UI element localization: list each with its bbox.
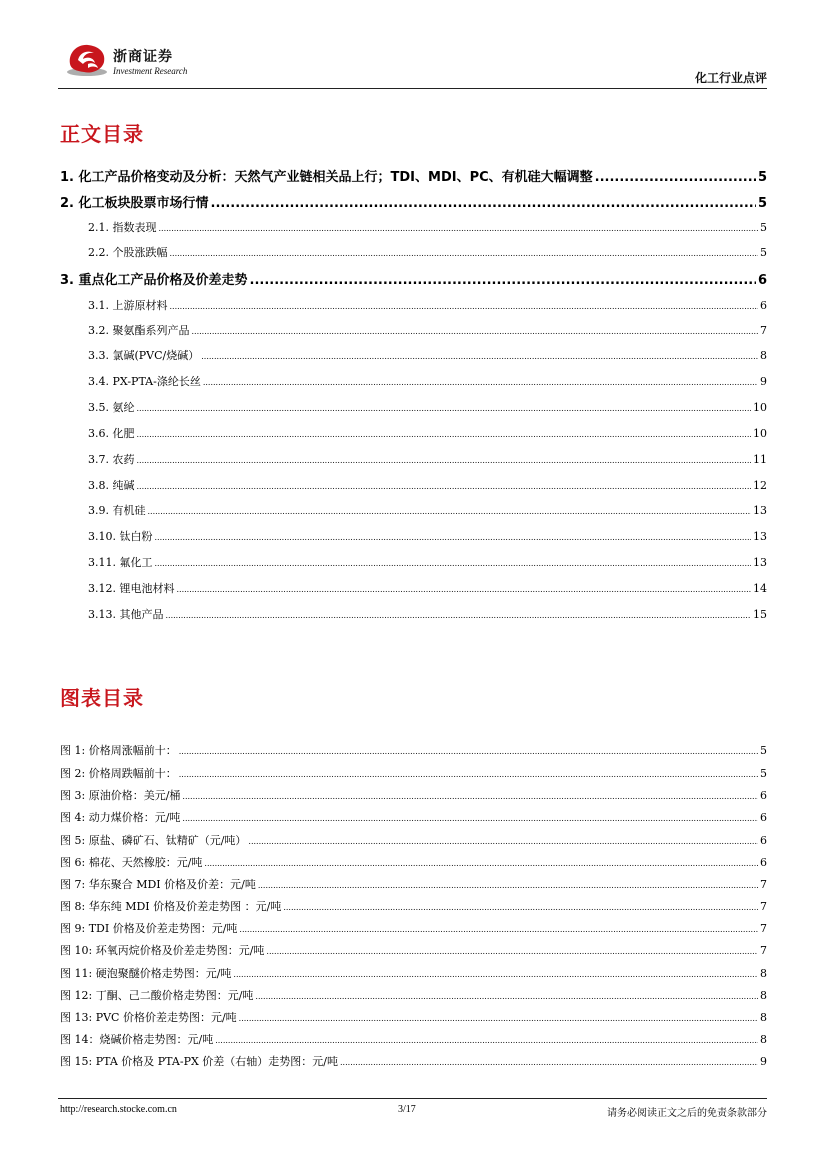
toc-entry-page: 10 — [753, 401, 767, 414]
toc-entry-page: 8 — [760, 349, 767, 362]
toc-title: 正文目录 — [60, 122, 144, 146]
toc-entry-page: 7 — [760, 324, 767, 337]
figure-entry-page: 5 — [760, 744, 767, 757]
figure-entry-label: 图 8: 华东纯 MDI 价格及价差走势图 ：元/吨 — [60, 900, 282, 913]
toc-entry-label: 3.7. 农药 — [88, 453, 135, 466]
toc-entry[interactable] — [88, 347, 767, 363]
toc-entry-label: 3.2. 聚氨酯系列产品 — [88, 324, 190, 337]
figure-entry-label: 图 7: 华东聚合 MDI 价格及价差：元/吨 — [60, 878, 256, 891]
toc-entry-label: 3.5. 氨纶 — [88, 401, 135, 414]
company-logo — [64, 42, 110, 78]
figure-entry-label: 图 5: 原盐、磷矿石、钛精矿（元/吨） — [60, 834, 247, 847]
toc-entry-page: 14 — [753, 582, 767, 595]
toc-entry-label: 3.3. 氯碱(PVC/烧碱） — [88, 349, 200, 362]
figure-entry[interactable] — [60, 742, 767, 758]
toc-entry-label: 2.1. 指数表现 — [88, 221, 157, 234]
figure-entry[interactable] — [60, 832, 767, 848]
figure-entry-page: 8 — [760, 989, 767, 1002]
toc-entry-label: 3.13. 其他产品 — [88, 608, 164, 621]
figure-entry-page: 7 — [760, 922, 767, 935]
figure-entry[interactable] — [60, 1009, 767, 1025]
toc-entry-label: 3.10. 钛白粉 — [88, 530, 153, 543]
figure-entry[interactable] — [60, 987, 767, 1003]
figure-entry-page: 5 — [760, 767, 767, 780]
figure-entry-label: 图 2: 价格周跌幅前十： — [60, 767, 177, 780]
figure-entry-label: 图 11: 硬泡聚醚价格走势图：元/吨 — [60, 967, 232, 980]
header-divider — [58, 88, 767, 89]
company-name-en: Investment Research — [113, 66, 188, 76]
logo-mark-icon — [64, 42, 110, 78]
toc-entry[interactable] — [88, 219, 767, 235]
toc-entry-page: 13 — [753, 530, 767, 543]
figure-entry-label: 图 12: 丁酮、己二酸价格走势图：元/吨 — [60, 989, 254, 1002]
figure-entry-label: 图 13: PVC 价格价差走势图：元/吨 — [60, 1011, 237, 1024]
figure-entry-page: 6 — [760, 834, 767, 847]
figure-entry[interactable] — [60, 876, 767, 892]
toc-entry-label: 3.8. 纯碱 — [88, 479, 135, 492]
toc-entry-label: 3.1. 上游原材料 — [88, 299, 168, 312]
toc-entry[interactable] — [88, 425, 767, 441]
figure-entry-label: 图 3: 原油价格：美元/桶 — [60, 789, 181, 802]
toc-entry-page: 12 — [753, 479, 767, 492]
toc-entry[interactable] — [88, 399, 767, 415]
toc-entry[interactable] — [88, 580, 767, 596]
figure-entry[interactable] — [60, 965, 767, 981]
figure-entry[interactable] — [60, 920, 767, 936]
toc-entry-page: 5 — [757, 196, 767, 211]
toc-entry-label: 3.11. 氟化工 — [88, 556, 153, 569]
figure-entry[interactable] — [60, 898, 767, 914]
page-number: 3/17 — [398, 1104, 416, 1115]
footer-url[interactable]: http://research.stocke.com.cn — [60, 1104, 177, 1115]
toc-entry-label: 2. 化工板块股票市场行情 — [60, 196, 209, 211]
figure-entry-page: 8 — [760, 1033, 767, 1046]
toc-entry-page: 5 — [757, 170, 767, 185]
toc-entry[interactable] — [88, 451, 767, 467]
toc-entry-label: 3.12. 锂电池材料 — [88, 582, 175, 595]
toc-entry-page: 11 — [753, 453, 767, 466]
figure-entry-page: 8 — [760, 1011, 767, 1024]
figure-entry-page: 6 — [760, 811, 767, 824]
toc-entry[interactable] — [88, 554, 767, 570]
figure-entry[interactable] — [60, 942, 767, 958]
toc-entry-page: 9 — [760, 375, 767, 388]
company-name-cn: 浙商证券 — [113, 49, 173, 65]
toc-entry-page: 6 — [760, 299, 767, 312]
toc-entry[interactable] — [88, 297, 767, 313]
figures-title: 图表目录 — [60, 686, 144, 710]
figure-entry-page: 6 — [760, 856, 767, 869]
toc-entry-label: 3.9. 有机硅 — [88, 504, 146, 517]
toc-entry[interactable] — [88, 528, 767, 544]
toc-entry-label: 3.4. PX-PTA-涤纶长丝 — [88, 375, 201, 388]
toc-entry-page: 5 — [760, 246, 767, 259]
toc-entry[interactable] — [88, 477, 767, 493]
toc-entry-page: 10 — [753, 427, 767, 440]
toc-entry[interactable] — [88, 502, 767, 518]
toc-entry[interactable] — [60, 269, 767, 288]
figure-entry-label: 图 6: 棉花、天然橡胶：元/吨 — [60, 856, 203, 869]
toc-entry-page: 13 — [753, 504, 767, 517]
toc-entry-label: 2.2. 个股涨跌幅 — [88, 246, 168, 259]
figure-entry-page: 7 — [760, 944, 767, 957]
figure-entry[interactable] — [60, 809, 767, 825]
toc-entry[interactable] — [88, 322, 767, 338]
figure-entry-page: 7 — [760, 900, 767, 913]
report-type: 化工行业点评 — [694, 71, 767, 85]
disclaimer-note: 请务必阅读正文之后的免责条款部分 — [607, 1108, 767, 1119]
figure-entry[interactable] — [60, 765, 767, 781]
figure-entry-page: 7 — [760, 878, 767, 891]
figure-entry-label: 图 4: 动力煤价格：元/吨 — [60, 811, 181, 824]
figure-entry[interactable] — [60, 1031, 767, 1047]
figure-entry-page: 9 — [760, 1055, 767, 1068]
footer-divider — [58, 1098, 767, 1099]
toc-entry-page: 6 — [757, 273, 767, 288]
toc-entry[interactable] — [88, 244, 767, 260]
toc-entry[interactable] — [88, 606, 767, 622]
figure-entry-label: 图 9: TDI 价格及价差走势图：元/吨 — [60, 922, 238, 935]
toc-entry[interactable] — [88, 373, 767, 389]
toc-entry-label: 3. 重点化工产品价格及价差走势 — [60, 273, 248, 288]
figure-entry-page: 6 — [760, 789, 767, 802]
toc-entry-page: 15 — [753, 608, 767, 621]
figure-entry[interactable] — [60, 854, 767, 870]
toc-entry-page: 13 — [753, 556, 767, 569]
toc-entry-label: 1. 化工产品价格变动及分析：天然气产业链相关品上行；TDI、MDI、PC、有机硅大幅调整 — [60, 170, 593, 185]
toc-entry[interactable] — [60, 192, 767, 211]
figure-entry[interactable] — [60, 787, 767, 803]
toc-entry-label: 3.6. 化肥 — [88, 427, 135, 440]
figure-entry-label: 图 15: PTA 价格及 PTA-PX 价差（右轴）走势图：元/吨 — [60, 1055, 339, 1068]
figure-entry-label: 图 10: 环氧丙烷价格及价差走势图：元/吨 — [60, 944, 265, 957]
figure-entry-label: 图 14：烧碱价格走势图：元/吨 — [60, 1033, 214, 1046]
figure-entry[interactable] — [60, 1053, 767, 1069]
toc-entry[interactable] — [60, 166, 767, 185]
figure-entry-label: 图 1: 价格周涨幅前十： — [60, 744, 177, 757]
toc-entry-page: 5 — [760, 221, 767, 234]
figure-entry-page: 8 — [760, 967, 767, 980]
